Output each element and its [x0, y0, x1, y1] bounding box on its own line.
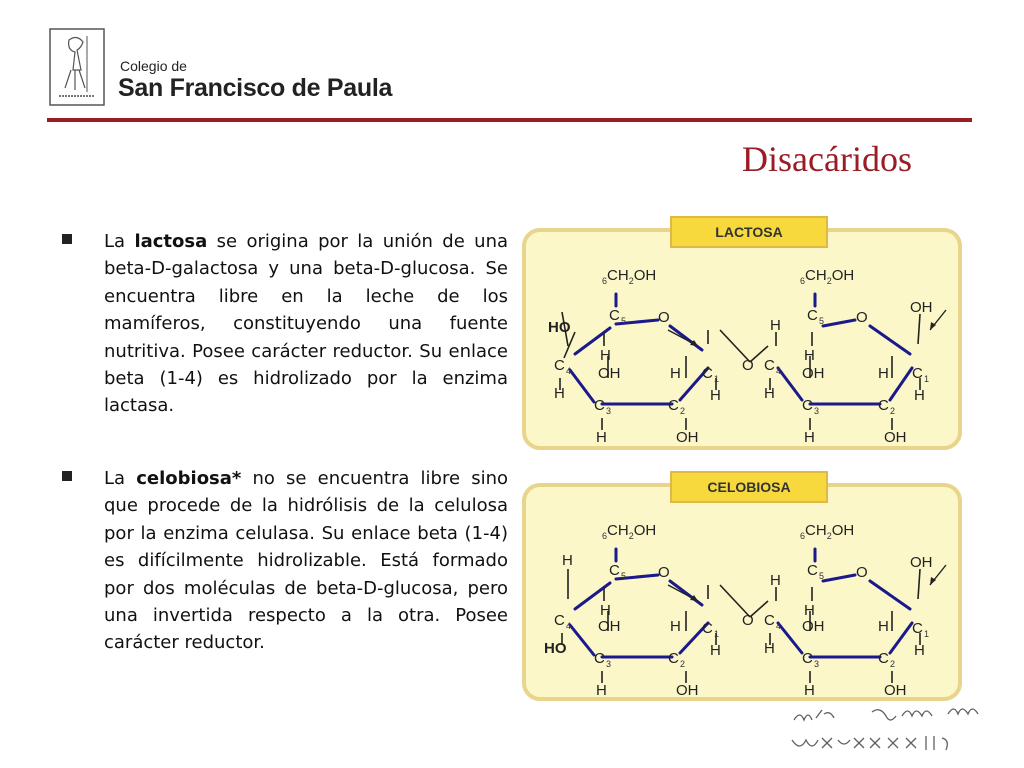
- svg-text:H: H: [770, 317, 781, 334]
- svg-text:O: O: [658, 309, 670, 326]
- handwritten-marks: [786, 700, 996, 766]
- svg-text:OH: OH: [802, 618, 825, 635]
- page-title: Disacáridos: [742, 139, 912, 179]
- svg-text:O: O: [742, 612, 754, 629]
- svg-text:C: C: [912, 365, 923, 382]
- svg-text:H: H: [670, 618, 681, 635]
- svg-text:6CH2OH: $_6CH_2OH$: [800, 267, 855, 286]
- celobiosa-title: CELOBIOSA: [670, 471, 828, 503]
- svg-text:C: C: [764, 612, 775, 629]
- svg-text:C: C: [702, 620, 713, 637]
- bullet-celobiosa: [62, 465, 508, 657]
- svg-text:3: 3: [814, 406, 820, 416]
- svg-text:H: H: [804, 429, 815, 442]
- svg-text:OH: OH: [598, 618, 621, 635]
- svg-text:4: 4: [566, 366, 572, 376]
- svg-text:H: H: [914, 387, 925, 404]
- svg-text:C: C: [668, 397, 679, 414]
- svg-text:H: H: [878, 618, 889, 635]
- svg-text:C: C: [764, 357, 775, 374]
- svg-text:H: H: [804, 682, 815, 695]
- svg-text:1: 1: [924, 374, 930, 384]
- svg-text:C: C: [554, 357, 565, 374]
- header-divider: [47, 118, 972, 122]
- svg-text:C: C: [594, 650, 605, 667]
- svg-text:6CH2OH: $_6CH_2OH$: [602, 522, 657, 541]
- celobiosa-structure: [540, 505, 950, 695]
- svg-text:2: 2: [680, 406, 686, 416]
- svg-text:2: 2: [890, 659, 896, 669]
- svg-text:H: H: [596, 682, 607, 695]
- svg-text:3: 3: [606, 659, 612, 669]
- svg-text:C: C: [807, 562, 818, 579]
- term-lactosa: lactosa: [134, 231, 208, 252]
- svg-text:O: O: [742, 357, 754, 374]
- lactosa-diagram: [522, 224, 962, 450]
- svg-text:2: 2: [680, 659, 686, 669]
- svg-text:H: H: [554, 385, 565, 402]
- svg-text:H: H: [562, 552, 573, 569]
- svg-text:H: H: [770, 572, 781, 589]
- bullet-marker: [62, 234, 72, 244]
- svg-text:OH: OH: [884, 682, 907, 695]
- svg-text:OH: OH: [598, 365, 621, 382]
- svg-text:4: 4: [776, 366, 782, 376]
- svg-text:OH: OH: [676, 682, 699, 695]
- svg-text:C: C: [912, 620, 923, 637]
- svg-text:C: C: [609, 307, 620, 324]
- svg-text:1: 1: [714, 629, 720, 639]
- svg-text:H: H: [804, 347, 815, 364]
- svg-text:6CH2OH: $_6CH_2OH$: [800, 522, 855, 541]
- svg-text:1: 1: [924, 629, 930, 639]
- svg-text:5: 5: [819, 571, 825, 581]
- term-celobiosa: celobiosa*: [136, 468, 242, 489]
- bullet-marker: [62, 471, 72, 481]
- bullet-text: La lactosa se origina por la unión de una beta-D-galactosa y una beta-D-glucosa. Se encuentra libre en la leche de los mamíferos, constituyendo una fuente nutritiva. Posee carácter reductor. Su enlace beta (1-4) es hidrolizado por la enzima lactasa.: [104, 231, 509, 417]
- svg-text:3: 3: [606, 406, 612, 416]
- svg-text:5: 5: [621, 316, 627, 326]
- svg-text:H: H: [804, 602, 815, 619]
- svg-text:OH: OH: [910, 299, 933, 316]
- svg-text:C: C: [702, 365, 713, 382]
- celobiosa-diagram: [522, 479, 962, 701]
- svg-text:C: C: [802, 397, 813, 414]
- svg-text:H: H: [600, 347, 611, 364]
- svg-text:3: 3: [814, 659, 820, 669]
- svg-text:H: H: [878, 365, 889, 382]
- svg-text:H: H: [710, 387, 721, 404]
- svg-text:C: C: [668, 650, 679, 667]
- lactosa-title: LACTOSA: [670, 216, 828, 248]
- svg-text:2: 2: [890, 406, 896, 416]
- svg-text:H: H: [914, 642, 925, 659]
- svg-text:H: H: [764, 640, 775, 657]
- svg-text:C: C: [878, 397, 889, 414]
- svg-text:O: O: [856, 564, 868, 581]
- bullet-text: La celobiosa* no se encuentra libre sino que procede de la hidrólisis de la celulosa por la enzima celulasa. Su enlace beta (1-4) es difícilmente hidrolizable. Está formado por dos moléculas de beta-D-glucosa, pero una invertida respecto a la otra. Posee carácter reductor.: [104, 468, 509, 654]
- svg-text:OH: OH: [676, 429, 699, 442]
- svg-text:HO: HO: [548, 319, 571, 336]
- bullet-lactosa: [62, 228, 508, 420]
- svg-text:H: H: [596, 429, 607, 442]
- svg-text:OH: OH: [910, 554, 933, 571]
- svg-text:5: 5: [819, 316, 825, 326]
- svg-text:H: H: [600, 602, 611, 619]
- svg-text:O: O: [658, 564, 670, 581]
- svg-text:4: 4: [566, 621, 572, 631]
- school-name: San Francisco de Paula: [118, 74, 393, 102]
- svg-text:4: 4: [776, 621, 782, 631]
- svg-text:H: H: [764, 385, 775, 402]
- svg-text:OH: OH: [802, 365, 825, 382]
- svg-text:HO: HO: [544, 640, 567, 657]
- svg-text:C: C: [609, 562, 620, 579]
- svg-text:H: H: [670, 365, 681, 382]
- svg-text:C: C: [802, 650, 813, 667]
- svg-text:OH: OH: [884, 429, 907, 442]
- svg-text:5: 5: [621, 571, 627, 581]
- svg-text:C: C: [878, 650, 889, 667]
- svg-text:1: 1: [714, 374, 720, 384]
- svg-text:C: C: [807, 307, 818, 324]
- school-logo: [49, 28, 105, 106]
- lactosa-structure: [540, 250, 950, 442]
- svg-text:H: H: [710, 642, 721, 659]
- school-prefix: Colegio de: [120, 58, 187, 74]
- svg-text:O: O: [856, 309, 868, 326]
- svg-text:C: C: [594, 397, 605, 414]
- svg-text:C: C: [554, 612, 565, 629]
- svg-text:6CH2OH: $_6CH_2OH$: [602, 267, 657, 286]
